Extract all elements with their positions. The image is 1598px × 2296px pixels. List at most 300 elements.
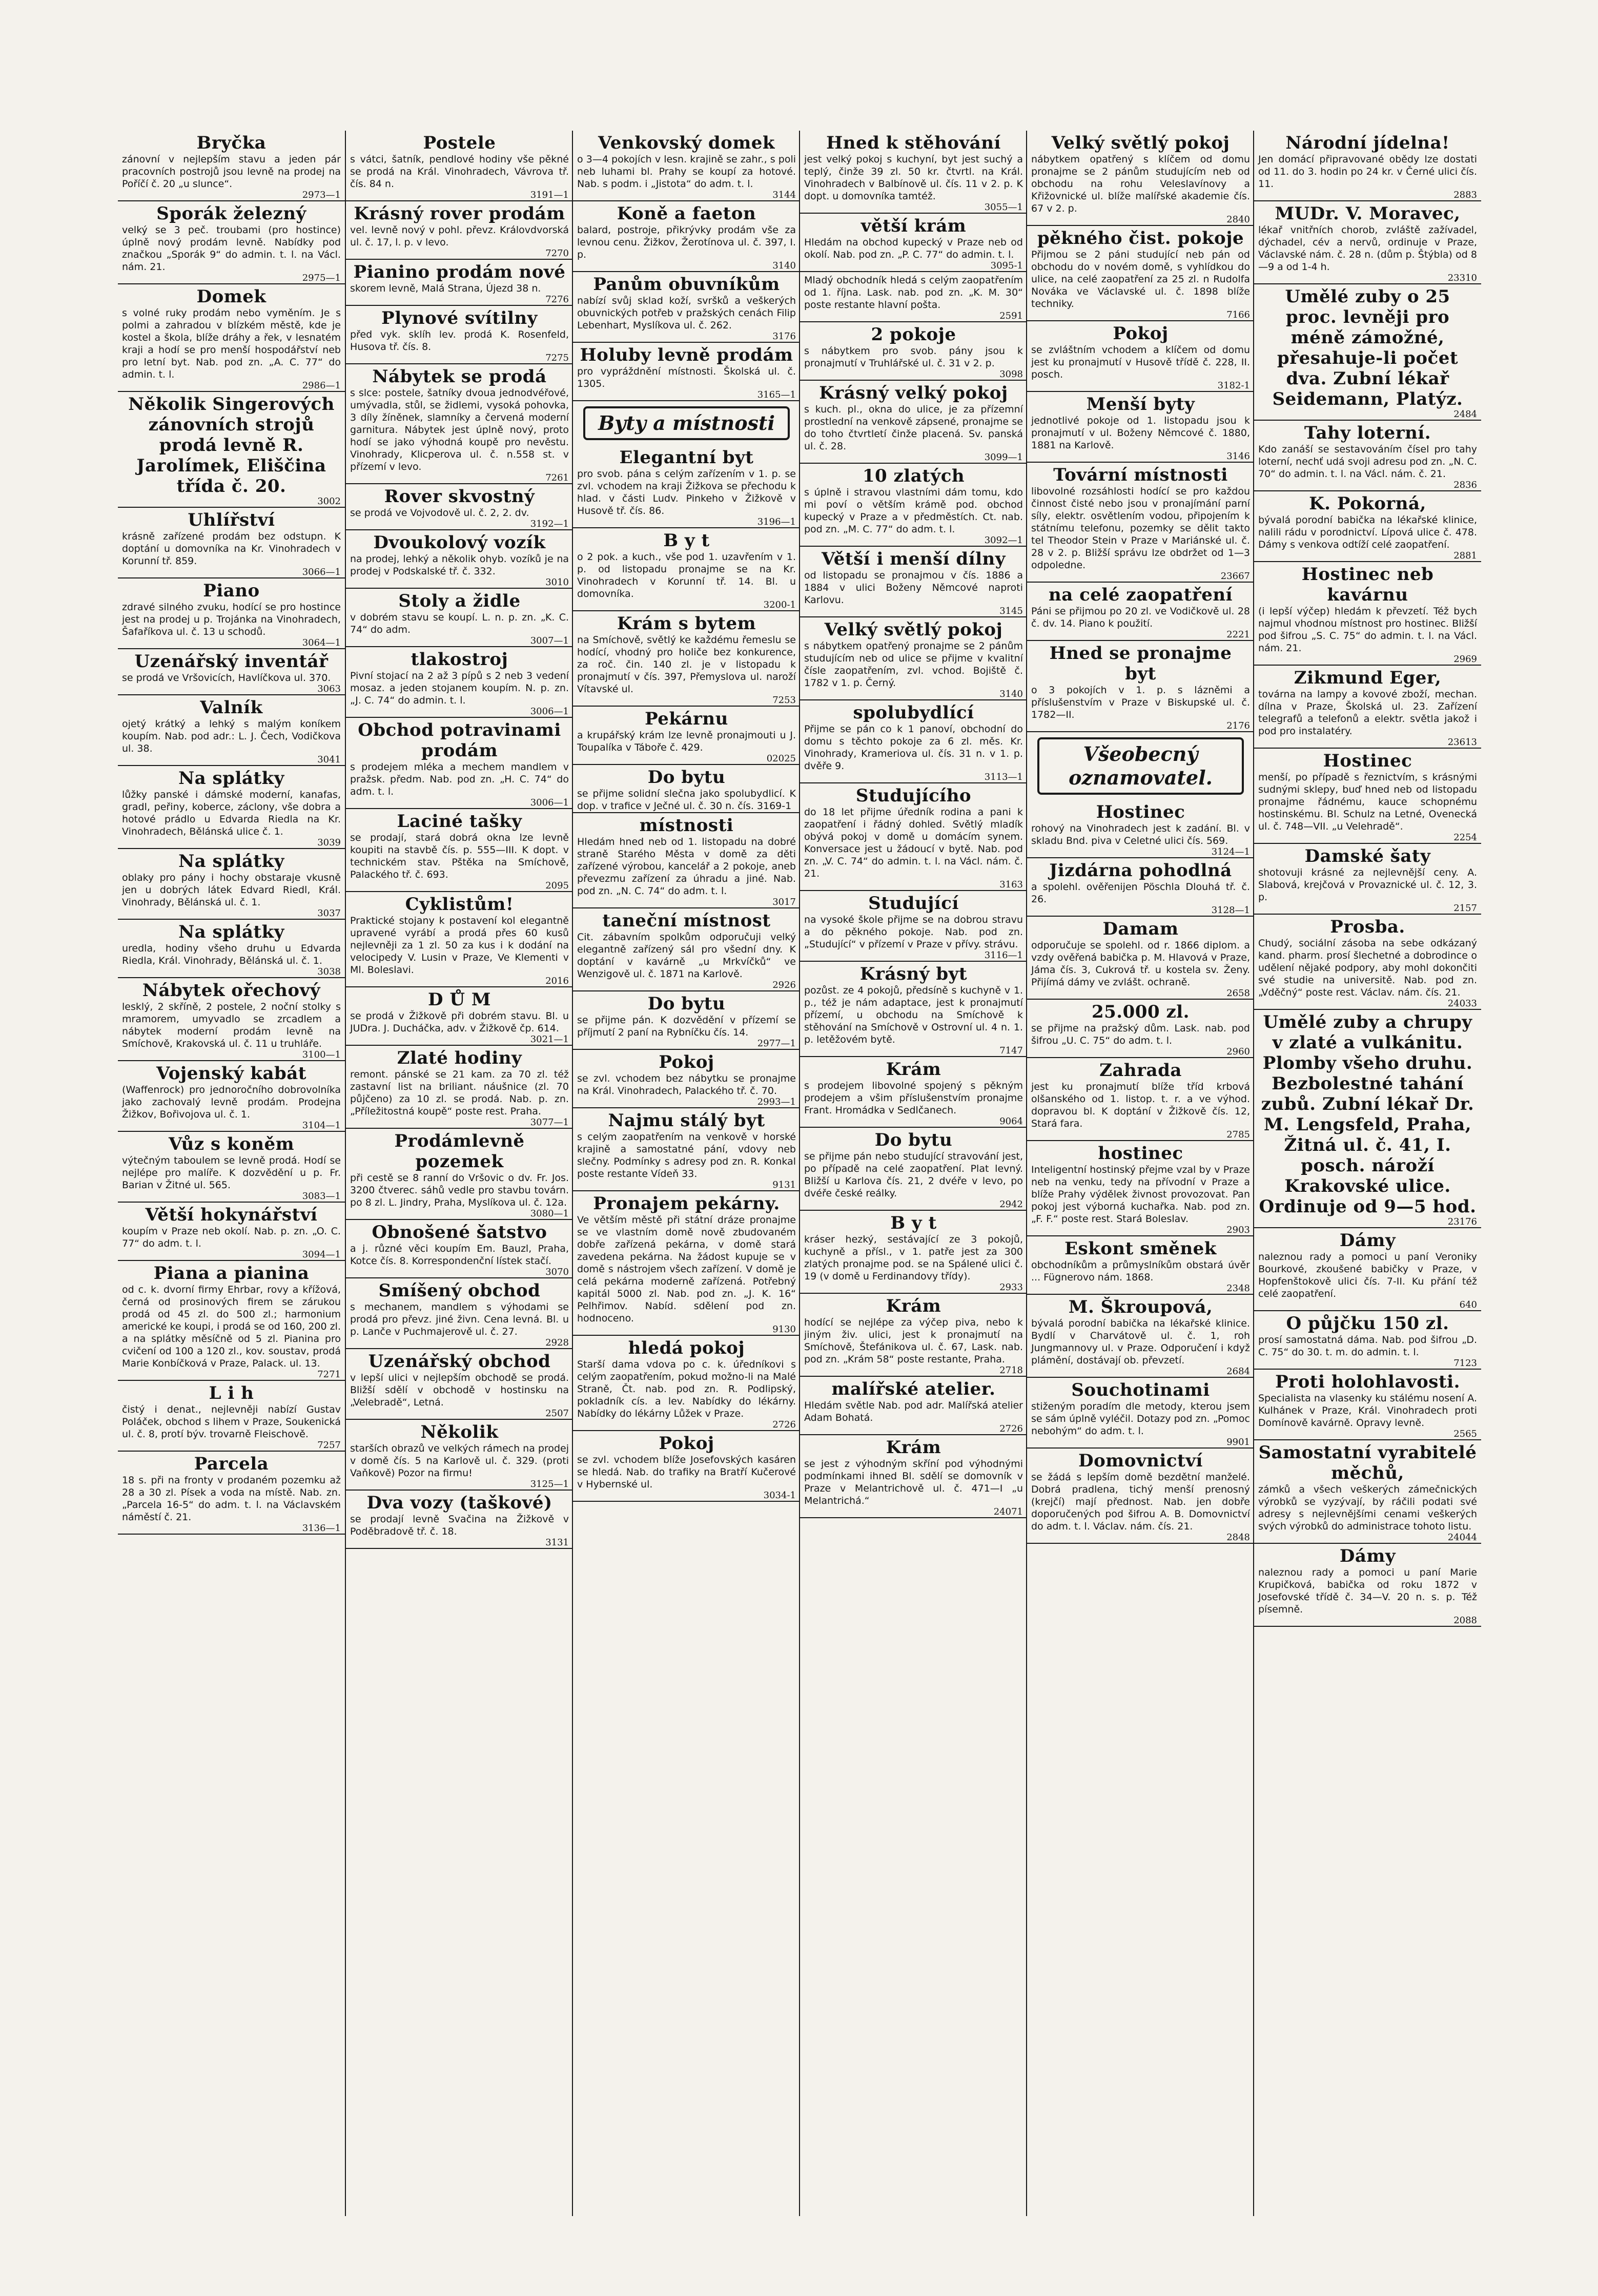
- column-5: [1026, 131, 1254, 2216]
- classified-ad: [1027, 1236, 1254, 1295]
- ad-headline: Obchod potravinami prodám: [358, 720, 561, 761]
- classified-ad: [346, 589, 573, 647]
- ad-headline: Prodámlevně pozemek: [394, 1131, 525, 1172]
- classified-ad: [800, 322, 1027, 381]
- classified-ad: [118, 1261, 345, 1381]
- ad-number: 2157: [1453, 903, 1477, 914]
- classified-ad: [1254, 666, 1481, 749]
- classified-ad: [1027, 1141, 1254, 1236]
- classified-ad: [1254, 131, 1481, 201]
- ad-headline: Zikmund Eger,: [1294, 668, 1442, 688]
- ad-text: balard, postroje, přikrývky prodám vše za levnou cenu. Žižkov, Žerotínova ul. č. 397, I. p.: [577, 224, 796, 260]
- ad-headline: Piana a pianina: [153, 1263, 310, 1284]
- ad-number: 2684: [1226, 1366, 1250, 1377]
- ad-number: 3006—1: [530, 797, 569, 808]
- ad-headline: Obnošené šatstvo: [372, 1222, 547, 1243]
- classified-ad: [118, 1061, 345, 1132]
- ad-number: 3092—1: [984, 535, 1023, 546]
- classified-ad: [800, 1377, 1027, 1435]
- ad-text: odporučuje se spolehl. od r. 1866 diplom. a vzdy ověřená babička p. M. Hlavová v Praze, Jáma čís. 3, Cukrová tř. u kostela sv. Ženy. Přijímá dámy ve zvlášt. ochraně.: [1031, 940, 1250, 988]
- classified-ad: [1254, 562, 1481, 666]
- classified-ad: [118, 508, 345, 578]
- classified-ad: [800, 891, 1027, 962]
- classified-ad: [1027, 392, 1254, 463]
- classified-ad: [1254, 915, 1481, 1010]
- ad-headline: Krám: [886, 1437, 941, 1458]
- ad-number: 7270: [545, 248, 569, 259]
- classified-ad: [1254, 1311, 1481, 1370]
- ad-number: 3098: [999, 369, 1023, 380]
- ad-text: bývalá porodní babička na lékařské klinice. Bydlí v Charvátově ul. č. 1, roh Jungmannovy ul. v Praze. Odporučení i když plámění, dostávají ob. převzetí.: [1031, 1318, 1250, 1366]
- classified-ad: [573, 445, 800, 528]
- ad-headline: spolubydlící: [853, 702, 974, 723]
- ad-headline: Cyklistům!: [405, 894, 514, 915]
- ad-number: 9901: [1226, 1437, 1250, 1447]
- ad-text: Starší dama vdova po c. k. úředníkovi s celým zaopatřením, pokud možno-li na Malé Straně, Čt. nab. pod zn. R. Podlipský, pokladník cís. a lev. Nabídky do lékárny. Nabídky do lékárny Lůžek v Praze.: [577, 1359, 796, 1419]
- classified-ad: [573, 707, 800, 765]
- ad-number: 2928: [545, 1337, 569, 1348]
- ad-headline: 2 pokoje: [871, 324, 956, 345]
- ad-text: Jen domácí připravované obědy lze dostati od 11. do 3. hodin po 24 kr. v Černé ulici čís. 11.: [1258, 154, 1477, 190]
- ad-text: kráser hezký, sestávající ze 3 pokojů, kuchyně a přísl., v 1. patře jest za 300 zlatých pronajme pod. se na Spálené ulici č. 19 (v domě u Ferdinandovy třídy).: [804, 1234, 1023, 1282]
- classified-ad: [800, 272, 1027, 322]
- classified-ad: [346, 892, 573, 987]
- classified-ad: [1027, 131, 1254, 226]
- ad-number: 3064—1: [302, 637, 341, 648]
- ad-text: Páni se přijmou po 20 zl. ve Vodičkově ul. 28 č. dv. 14. Piano k použití.: [1031, 606, 1250, 629]
- ad-text: a j. různé věci koupím Em. Bauzl, Praha, Kotce čís. 8. Korrespondenční lístek stačí.: [350, 1243, 569, 1267]
- ad-headline: Uhlířství: [188, 510, 275, 530]
- ad-headline: Uzenářský inventář: [134, 651, 329, 672]
- classified-ad: [1027, 226, 1254, 321]
- ad-headline: Pokoj: [659, 1433, 714, 1454]
- ad-text: uredla, hodiny všeho druhu u Edvarda Riedla, Král. Vinohrady, Bělánská ul. č. 1.: [122, 943, 341, 966]
- ad-number: 2881: [1453, 550, 1477, 561]
- ad-number: 3007—1: [530, 635, 569, 646]
- ad-headline: Postele: [423, 133, 496, 153]
- classified-ad: [573, 813, 800, 908]
- ad-text: velký se 3 peč. troubami (pro hostince) úplně nový prodám levně. Nabídky pod značkou „Sporák 9“ do admin. t. l. na Václ. nám. 21.: [122, 224, 341, 273]
- ad-text: se přijme solidní slečna jako spolubydlicí. K dop. v trafice v Ječné ul. č. 30 n. čís. 3169-1: [577, 788, 796, 812]
- ad-text: remont. pánské se 21 kam. za 70 zl. též zastavní list na briliant. náušnice (zl. 70 půjčeno) za 10 zl. se prodá. Nab. p. zn. „Příležitostná koupě“ poste rest. Praha.: [350, 1069, 569, 1117]
- classified-ad: [1027, 800, 1254, 858]
- ad-headline: Krásný byt: [859, 964, 968, 984]
- ad-text: se přijme pán. K dozvědění v přízemí se příjmutí 2 paní na Rybníčku čís. 14.: [577, 1015, 796, 1038]
- classified-ad: [118, 1203, 345, 1261]
- ad-text: lékař vnitřních chorob, zvláště zažívadel, dýchadel, cév a nervů, ordinuje v Praze, Václavské nám. č. 28 n. (dům p. Štýbla) od 8—9 a od 1-4 h.: [1258, 224, 1477, 273]
- ad-text: Ve větším městě při státní dráze pronajme se ve vlastním domě nově zbudovaném dobře zařízená pekárna, v domě stará zavedena pekárna. Na žádost kupuje se v domě s nástrojem všech zařízení. V domě je celá pekárna moderně zařízená. Potřebný kapitál 5000 zl. Nab. pod zn. „J. K. 16“ Pelhřimov. Nabíd. sdělení pod zn. hodnoceno.: [577, 1214, 796, 1324]
- ad-headline: Jizdárna pohodlná: [1049, 860, 1232, 881]
- classified-columns: [118, 131, 1481, 2216]
- newspaper-page: [118, 131, 1481, 2216]
- classified-ad: [573, 201, 800, 272]
- ad-number: 2591: [999, 311, 1023, 321]
- classified-ad: [1254, 1440, 1481, 1544]
- ad-headline: Tahy loterní.: [1304, 423, 1431, 443]
- ad-headline: B y t: [890, 1213, 937, 1233]
- ad-text: naleznou rady a pomoci u paní Marie Krupičková, babička od roku 1872 v Josefovské třídě č. 34—V. 20 n. s. p. Též písemně.: [1258, 1567, 1477, 1615]
- ad-headline: Velký světlý pokoj: [1051, 133, 1230, 153]
- ad-text: pro svob. pána s celým zařízením v 1. p. se zvl. vchodem na kraji Žižkova se přechodu k hlad. v části Ludv. Pinkeho v Žižkově v Husově tř. čís. 86.: [577, 468, 796, 516]
- ad-text: do 18 let přijme úředník rodina a pani k zaopatření i řádný dohled. Světlý mladík obývá pokoj v domě u domácím synem. Konversace jest u žádoucí v bytě. Nab. pod zn. „V. C. 74“ do admin. t. l. na Václ. nám. č. 21.: [804, 806, 1023, 879]
- classified-ad: [1254, 1228, 1481, 1311]
- classified-ad: [118, 1132, 345, 1203]
- ad-headline: Souchotinami: [1071, 1380, 1210, 1400]
- ad-number: 3070: [545, 1267, 569, 1277]
- classified-ad: [573, 131, 800, 201]
- ad-number: 3128—1: [1211, 905, 1250, 916]
- ad-headline: Pianino prodám nové: [353, 262, 566, 282]
- ad-headline: 25.000 zl.: [1091, 1002, 1190, 1022]
- ad-headline: Piano: [203, 581, 260, 601]
- classified-ad: [118, 695, 345, 766]
- classified-ad: [573, 1050, 800, 1108]
- ad-text: a krupářský krám lze levně pronajmouti u J. Toupalíka v Táboře č. 429.: [577, 730, 796, 753]
- ad-number: 2848: [1226, 1532, 1250, 1543]
- classified-ad: [1027, 1295, 1254, 1378]
- ad-text: pozůst. ze 4 pokojů, předsíně s kuchyně v 1. p., též je nám adaptace, jest k pronajmutí přízemí, u obchodu na Smíchově k stěhování na Smíchově v Ostrovní ul. 4 n. 1. p. letěžovém bytě.: [804, 985, 1023, 1045]
- ad-text: rohový na Vinohradech jest k zadání. Bl. v skladu Bnd. piva v Celetné ulici čís. 569.: [1031, 823, 1250, 846]
- ad-text: s kuch. pl., okna do ulice, je za přízemní prostlední na venkově zápsené, pronajme se do toho čtvrtletí činže placená. Sv. panská ul. č. 28.: [804, 404, 1023, 452]
- ad-text: jest velký pokoj s kuchyní, byt jest suchý a teplý, činže 39 zl. 50 kr. čtvrtl. na Král. Vinohradech v Balbínově ul. čís. 11 v 2. p. K dopt. u domovníka tamtéž.: [804, 154, 1023, 202]
- ad-text: před vyk. sklíh lev. prodá K. Rosenfeld, Husova tř. čís. 8.: [350, 329, 569, 353]
- ad-headline: Hostinec: [1096, 802, 1185, 822]
- ad-text: při cestě se 8 ranní do Vršovic o dv. Fr. Jos. 3200 čtverec. sáhů vedle pro stavbu továrn. po 8 zl. L. Jindry, Praha, Myslíkova ul. č. 12a.: [350, 1172, 569, 1208]
- ad-text: 18 s. při na fronty v prodaném pozemku až 28 a 30 zl. Písek a voda na místě. Nab. zn. „Parcela 16-5“ do adm. t. l. na Václavském náměstí č. 21.: [122, 1475, 341, 1523]
- classified-ad: [800, 131, 1027, 214]
- ad-number: 2658: [1226, 988, 1250, 999]
- ad-text: skorem levně, Malá Strana, Újezd 38 n.: [350, 283, 541, 294]
- classified-ad: [1254, 201, 1481, 284]
- classified-ad: [118, 766, 345, 849]
- classified-ad: [800, 214, 1027, 272]
- ad-text: továrna na lampy a kovové zboží, mechan. dílna v Praze, Školská ul. 23. Zařízení telegrafů a telefonů a elektr. světla jakož i pod pro instalatéry.: [1258, 689, 1477, 737]
- ad-text: menší, po případě s řeznictvím, s krásnými sudnými sklepy, buď hned neb od listopadu pronajme řádnému, kauce schopnému hostinskému. Bl. Schulz na Letné, Ovenecká ul. č. 748—VII. „u Velehradě“.: [1258, 772, 1477, 832]
- classified-ad: [118, 201, 345, 284]
- classified-ad: [346, 484, 573, 530]
- ad-text: v lepší ulici v nejlepším obchodě se prodá. Bližší sdělí v obchodě v hostinsku na „Velebradě“, Letná.: [350, 1372, 569, 1408]
- classified-ad: [346, 260, 573, 306]
- ad-headline: Holuby levně prodám: [580, 345, 793, 365]
- ad-number: 3200-1: [763, 599, 796, 610]
- ad-headline: Domek: [196, 286, 267, 307]
- ad-headline: Krám s bytem: [617, 613, 756, 634]
- classified-ad: [800, 1211, 1027, 1294]
- ad-headline: malířské atelier.: [831, 1379, 996, 1399]
- ad-headline: místnosti: [639, 815, 734, 836]
- classified-ad: [1027, 641, 1254, 732]
- ad-text: Pivní stojací na 2 až 3 pípů s 2 neb 3 vedení mosaz. a jeden stojanem koupím. N. p. zn. „J. C. 74“ do admin. t. l.: [350, 670, 569, 706]
- ad-number: 3021—1: [530, 1034, 569, 1045]
- ad-number: 24071: [993, 1506, 1023, 1517]
- ad-text: na Smíchově, světlý ke každému řemeslu se hodící, vhodný pro holiče bez konkurence, za roč. čin. 140 zl. je v listopadu k pronajmutí v čís. 397, Přemyslova ul. naroží Vítavské ul.: [577, 634, 796, 695]
- classified-ad: [346, 1349, 573, 1420]
- ad-text: se prodají, stará dobrá okna lze levně koupiti na stavbě čís. p. 555—III. K dopt. v technickém stav. Pštěka na Smíchově, Palackého tř. č. 693.: [350, 832, 569, 880]
- classified-ad: [573, 908, 800, 991]
- classified-ad: [346, 987, 573, 1046]
- ad-headline: Panům obuvníkům: [593, 274, 780, 295]
- classified-ad: [1027, 1449, 1254, 1544]
- classified-ad: [346, 1220, 573, 1278]
- ad-headline: 10 zlatých: [862, 466, 965, 486]
- ad-headline: Zahrada: [1099, 1060, 1182, 1081]
- classified-ad: [800, 464, 1027, 547]
- classified-ad: [346, 1046, 573, 1129]
- ad-text: se zvl. vchodem blíže Josefovských kasáren se hledá. Nab. do trafiky na Bratří Kučerové v Hybernské ul.: [577, 1454, 796, 1490]
- ad-number: 9131: [772, 1180, 796, 1190]
- ad-number: 3017: [772, 897, 796, 907]
- ad-text: se zvl. vchodem bez nábytku se pronajme na Král. Vinohradech, Palackého tř. č. 70.: [577, 1073, 796, 1097]
- classified-ad: [1254, 284, 1481, 421]
- ad-headline: Laciné tašky: [397, 811, 522, 832]
- ad-text: s vátci, šatník, pendlové hodiny vše pěkné se prodá na Král. Vinohradech, Vávrova tř. čís. 84 n.: [350, 154, 569, 190]
- ad-text: oblaky pro pány i hochy obstaraje vkusně jen u dobrých látek Edvard Riedl, Král. Vinohrady, Bělánská ul. č. 1.: [122, 872, 341, 908]
- ad-text: s slce: postele, šatníky dvoua jednodvéřové, umývadla, stůl, se židlemi, vysoká pohovka, 3 díly žíněnek, slamníky a červená moderní garnitura. Nábytek jest úplně nový, proto hodí se jako výhodná koupě pro nevěstu. Vinohrady, Klicperova ul. č. n.558 st. v přízemí v levo.: [350, 387, 569, 472]
- ad-number: 2718: [999, 1365, 1023, 1376]
- ad-text: nabízí svůj sklad koží, svršků a veškerých obuvnických potřeb v pražských cenách Filip Lebenhart, Myslíkova ul. č. 262.: [577, 295, 796, 331]
- ad-text: Inteligentní hostinský přejme vzal by v Praze neb na venku, tedy na přívodní v Praze a blíže Prahy výdělek živnost provozovat. Pan pokoj jest výborná kuchařka. Nab. pod zn. „F. F.“ poste rest. Stará Boleslav.: [1031, 1164, 1250, 1225]
- ad-headline: Dámy: [1339, 1230, 1396, 1251]
- ad-text: Mladý obchodník hledá s celým zaopatřením od 1. října. Lask. nab. pod zn. „K. M. 30“ poste restante hlavní pošta.: [804, 275, 1023, 311]
- ad-headline: Dva vozy (taškové): [366, 1493, 552, 1513]
- ad-headline: Studujícího: [855, 785, 972, 806]
- ad-headline: Do bytu: [874, 1130, 953, 1150]
- ad-number: 3039: [317, 837, 341, 848]
- ad-headline: Národní jídelna!: [1285, 133, 1450, 153]
- ad-text: jednotlivé pokoje od 1. listopadu jsou k pronajmutí v ul. Boženy Němcové č. 1880, 1881 na Karlově.: [1031, 415, 1250, 451]
- ad-number: 640: [1459, 1299, 1477, 1310]
- classified-ad: [573, 1431, 800, 1502]
- ad-number: 2726: [772, 1419, 796, 1430]
- classified-ad: [346, 306, 573, 364]
- ad-number: 2903: [1226, 1225, 1250, 1235]
- ad-headline: větší krám: [861, 216, 967, 236]
- ad-text: pro vypráždnění místnosti. Školská ul. č. 1305.: [577, 366, 796, 389]
- ad-number: 2095: [545, 880, 569, 891]
- ad-number: 3100—1: [302, 1049, 341, 1060]
- ad-headline: Bryčka: [196, 133, 267, 153]
- ad-headline: Krásný velký pokoj: [819, 383, 1008, 403]
- ad-headline: Vůz s koněm: [168, 1134, 295, 1154]
- ad-number: 2254: [1453, 832, 1477, 843]
- ad-number: 3077—1: [530, 1117, 569, 1128]
- ad-number: 2836: [1453, 480, 1477, 490]
- ad-text: (i lepší výčep) hledám k převzetí. Též bych najmul vhodnou místnost pro hostinec. Bližší pod šifrou „S. C. 75“ do admin. t. l. na Václ. nám. 21.: [1258, 606, 1477, 654]
- classified-ad: [118, 131, 345, 201]
- ad-headline: Nábytek ořechový: [142, 980, 321, 1001]
- ad-text: Hledám hned neb od 1. listopadu na dobré straně Starého Města v domě za děti zařízené výrobou, kancelář a 2 pokoje, aneb převezmu zařízení za úhradu a jiné. Nab. pod zn. „N. C. 74“ do adm. t. l.: [577, 836, 796, 897]
- ad-headline: Hostinec neb kavárnu: [1301, 564, 1434, 605]
- classified-ad: [1027, 321, 1254, 392]
- classified-ad: [346, 364, 573, 484]
- ad-headline: Koně a faeton: [617, 203, 756, 224]
- classified-ad: [118, 978, 345, 1061]
- classified-ad: [118, 920, 345, 978]
- classified-ad: [346, 201, 573, 260]
- ad-text: ojetý krátký a lehký s malým koníkem koupím. Nab. pod adr.: L. J. Čech, Vodičkova ul. 38.: [122, 718, 341, 754]
- ad-headline: Sporák železný: [156, 203, 306, 224]
- ad-number: 3094—1: [302, 1249, 341, 1260]
- ad-headline: Eskont směnek: [1064, 1238, 1217, 1259]
- ad-headline: Zlaté hodiny: [397, 1048, 522, 1068]
- ad-text: lůžky panské i dámské moderní, kanafas, gradl, peřiny, koberce, záclony, vše dobra a hotové prádlo u Edvarda Riedla na Kr. Vinohradech, Bělánská ulice č. 1.: [122, 789, 341, 837]
- classified-ad: [118, 849, 345, 920]
- classified-ad: [800, 700, 1027, 783]
- ad-number: 2484: [1453, 409, 1477, 420]
- ad-number: 2726: [999, 1423, 1023, 1434]
- ad-text: se žádá s lepším domě bezdětní manželé. Dobrá pradlena, tichý menší prenosný (krejčí) mají přednost. Nab. jen dobře doporučených pod šifrou A. B. Domovnictví do adm. t. l. Václav. nám. čís. 21.: [1031, 1472, 1250, 1532]
- ad-number: 2926: [772, 980, 796, 990]
- ad-text: hodící se nejlépe za výčep piva, nebo k jiným živ. ulici, jest k pronajmutí na Smíchově, Štefánikova ul. č. 67, Lask. nab. pod zn. „Krám 58“ poste restante, Praha.: [804, 1317, 1023, 1365]
- ad-number: 3192—1: [530, 519, 569, 529]
- ad-headline: hostinec: [1098, 1143, 1183, 1164]
- ad-number: 2565: [1453, 1429, 1477, 1439]
- ad-headline: Pokoj: [659, 1052, 714, 1072]
- ad-number: 7271: [317, 1369, 341, 1380]
- ad-text: vel. levně nový v pohl. převz. Královdvorská ul. č. 17, l. p. v levo.: [350, 224, 569, 248]
- ad-number: 3176: [772, 331, 796, 342]
- ad-text: o 3 pokojích v 1. p. s lázněmi a příslušenstvím v Praze v Biskupské ul. č. 1782—II.: [1031, 685, 1250, 720]
- ad-text: se prodá ve Vršovicích, Havlíčkova ul. 370.: [122, 672, 331, 684]
- ad-number: 3136—1: [302, 1523, 341, 1534]
- ad-number: 24033: [1447, 998, 1477, 1009]
- ad-text: se přijme na pražský dům. Lask. nab. pod šifrou „U. C. 75“ do adm. t. l.: [1031, 1023, 1250, 1046]
- classified-ad: [1254, 749, 1481, 844]
- ad-number: 3095-1: [990, 260, 1023, 271]
- classified-ad: [573, 343, 800, 401]
- ad-headline: Hned se pronajme byt: [1049, 643, 1232, 684]
- ad-headline: Dvoukolový vozík: [373, 532, 546, 553]
- ad-headline: Plynové svítilny: [381, 308, 538, 328]
- classified-ad: [118, 578, 345, 649]
- ad-headline: Pekárnu: [645, 709, 728, 729]
- ad-number: 3196—1: [757, 516, 796, 527]
- classified-ad: [346, 718, 573, 809]
- ad-headline: Prosba.: [1330, 917, 1405, 937]
- ad-text: (Waffenrock) pro jednoročního dobrovolníka jako zachovalý levně prodám. Prodejna Žižkov, Bořivojova ul. č. 1.: [122, 1084, 341, 1120]
- ad-text: krásně zařízené prodám bez odstupn. K doptání u domovníka na Kr. Vinohradech v Korunní tř. 859.: [122, 531, 341, 567]
- ad-text: s úplně i stravou vlastními dám tomu, kdo mi poví o větším krámě pod. obchod kupecký v Praze a v předměstích. Ct. nab. pod zn. „M. C. 77“ do adm. t. l.: [804, 487, 1023, 535]
- ad-headline: taneční místnost: [602, 911, 771, 931]
- classified-ad: [1027, 1378, 1254, 1449]
- ad-headline: Venkovský domek: [598, 133, 775, 153]
- ad-text: s mechanem, mandlem s výhodami se prodá pro převz. jiné živn. Cena levná. Bl. u p. Lanče v Puchmajerově ul. č. 27.: [350, 1301, 569, 1337]
- ad-text: stiženým poradím dle metody, kterou jsem se sám úplně vyléčil. Dotazy pod zn. „Pomoc nebohým“ do adm. t. l.: [1031, 1401, 1250, 1437]
- classified-ad: [346, 647, 573, 718]
- ad-text: zánovní v nejlepším stavu a jeden pár pracovních postrojů jsou levně na prodej na Poříčí č. 20 „u slunce“.: [122, 154, 341, 190]
- ad-text: libovolné rozsáhlosti hodící se pro každou činnost čisté nebo jsou v pronajímání parní síly, elektr. osvětlením vodou, připojením k státnímu telefonu, pozemky se dělit takto tel Theodor Stein v Praze v Mariánské ul. č. 28 v 2. p. Bližší správu lze obdržet od 1—3 odpoledne.: [1031, 486, 1250, 571]
- ad-number: 2840: [1226, 214, 1250, 225]
- ad-number: 7123: [1453, 1358, 1477, 1369]
- ad-text: výtečným taboulem se levně prodá. Hodí se nejlépe pro malíře. K dozvědění u p. Fr. Barian v Žitné ul. 565.: [122, 1155, 341, 1191]
- ad-headline: Na splátky: [178, 768, 284, 789]
- classified-ad: [800, 381, 1027, 464]
- ad-number: 3083—1: [302, 1191, 341, 1202]
- ad-number: 3041: [317, 754, 341, 765]
- classified-ad: [1254, 844, 1481, 915]
- ad-text: se zvláštním vchodem a klíčem od domu jest ku pronajmutí v Husově třídě č. 228, II. posch.: [1031, 344, 1250, 380]
- ad-number: 3002: [317, 496, 341, 507]
- ad-headline: Umělé zuby a chrupy v zlaté a vulkánitu. Plomby všeho druhu. Bezbolestné tahání zubů. Zubní lékař Dr. M. Lengsfeld, Praha, Žitná ul. č. 41, I. posch. nároží Krakovské ulice. Ordinuje od 9—5 hod.: [1259, 1012, 1477, 1217]
- ad-text: o 2 pok. a kuch., vše pod 1. uzavřením v 1. p. od listopadu pronajme se na Kr. Vinohradech v Korunní tř. 14. Bl. u domovníka.: [577, 551, 796, 599]
- ad-headline: Valník: [200, 697, 263, 718]
- ad-number: 3140: [772, 260, 796, 271]
- ad-text: s prodejem libovolné spojený s pěkným prodejem a všim příslušenstvím pronajme Frant. Hromádka v Sedlčanech.: [804, 1080, 1023, 1116]
- ad-text: s prodejem mléka a mechem mandlem v pražsk. předm. Nab. pod zn. „H. C. 74“ do adm. t. l.: [350, 761, 569, 797]
- ad-number: 2975—1: [302, 273, 341, 283]
- ad-number: 24044: [1447, 1532, 1477, 1543]
- ad-headline: O půjčku 150 zl.: [1286, 1313, 1449, 1334]
- ad-number: 7261: [545, 472, 569, 483]
- ad-number: 3125—1: [530, 1479, 569, 1490]
- ad-number: 2986—1: [302, 380, 341, 391]
- ad-number: 3006—1: [530, 706, 569, 717]
- classified-ad: [800, 1294, 1027, 1377]
- classified-ad: [346, 1129, 573, 1220]
- ad-headline: Do bytu: [647, 994, 726, 1014]
- classified-ad: [346, 809, 573, 892]
- ad-headline: Na splátky: [178, 922, 284, 942]
- ad-headline: Vojenský kabát: [156, 1063, 306, 1084]
- classified-ad: [573, 765, 800, 813]
- ad-headline: Damské šaty: [1304, 846, 1431, 866]
- ad-text: od listopadu se pronajmou v čís. 1886 a 1884 v ulici Boženy Němcové naproti Karlovu.: [804, 570, 1023, 606]
- ad-headline: Hned k stěhování: [826, 133, 1001, 153]
- ad-text: Hledám světle Nab. pod adr. Malířská atelier Adam Bohatá.: [804, 1400, 1023, 1423]
- ad-number: 3124—1: [1211, 846, 1250, 857]
- ad-text: s nábytkem opatřený pronajme se 2 pánům studujícím neb od ulice se přijme v kvalitní čísle zaopatřením, zvl. vchod. Bojiště č. 1782 v 1. p. Černý.: [804, 640, 1023, 689]
- ad-number: 3182-1: [1217, 380, 1250, 391]
- ad-number: 3038: [317, 966, 341, 977]
- ad-headline: Hostinec: [1323, 751, 1412, 771]
- ad-text: s volné ruky prodám nebo vyměním. Je s polmi a zahradou v blízkém městě, kde je kostel a škola, blíže dráhy a řek, v lesnatém kraji a hodí se pro menší hospodářství neb pro letní byt. Nab. pod zn. „A. C. 77“ do admin. t. l.: [122, 307, 341, 380]
- column-2: [345, 131, 573, 2216]
- classified-ad: [1254, 1370, 1481, 1440]
- classified-ad: [573, 1336, 800, 1431]
- ad-text: starších obrazů ve velkých rámech na prodej v domě čís. 5 na Karlově ul. č. 329. (proti Vaňkově) Pozor na firmu!: [350, 1443, 569, 1479]
- ad-number: 7166: [1226, 309, 1250, 320]
- ad-number: 2088: [1453, 1615, 1477, 1626]
- ad-number: 9130: [772, 1324, 796, 1335]
- ad-text: v dobrém stavu se koupí. L. n. p. zn. „K. C. 74“ do adm.: [350, 612, 569, 635]
- ad-number: 2507: [545, 1408, 569, 1419]
- ad-headline: Pronajem pekárny.: [593, 1193, 780, 1214]
- ad-text: a spolehl. ověřenijen Pöschla Dlouhá tř. č. 26.: [1031, 881, 1250, 905]
- ad-number: 9064: [999, 1116, 1023, 1127]
- ad-number: 3055—1: [984, 202, 1023, 213]
- ad-headline: pěkného čist. pokoje: [1037, 228, 1244, 249]
- ad-text: o 3—4 pokojích v lesn. krajině se zahr., s poli neb luhami bl. Prahy se koupí za hotové. Nab. s podm. i „Jistota“ do adm. t. l.: [577, 154, 796, 190]
- ad-text: Hledám na obchod kupecký v Praze neb od okolí. Nab. pod zn. „P. C. 77“ do admin. t. l.: [804, 237, 1023, 260]
- column-3: [572, 131, 800, 2216]
- classified-ad: [118, 284, 345, 392]
- ad-number: 2973—1: [302, 190, 341, 200]
- ad-number: 23310: [1447, 273, 1477, 283]
- ad-number: 3163: [999, 879, 1023, 890]
- ad-text: se přijme pán nebo studující stravování jest, po případě na celé zaopatření. Plat levný. Bližší u Karlova čís. 21, 2 dvéře v levo, po dvéře české reálky.: [804, 1151, 1023, 1199]
- ad-number: 2348: [1226, 1283, 1250, 1294]
- ad-number: 3080—1: [530, 1208, 569, 1219]
- ad-number: 2960: [1226, 1046, 1250, 1057]
- ad-text: se jest z výhodným skříní pod výhodnými podmínkami ihned Bl. sdělí se domovník v Praze v Melantrichově ul. č. 471—I „u Melantrichá.“: [804, 1458, 1023, 1506]
- ad-headline: Pokoj: [1113, 323, 1169, 344]
- ad-headline: Umělé zuby o 25 proc. levněji pro méně zámožné, přesahuje-li počet dva. Zubní lékař Seidemann, Platýz.: [1272, 286, 1463, 409]
- classified-ad: [573, 991, 800, 1050]
- ad-number: 3037: [317, 908, 341, 919]
- ad-number: 2933: [999, 1282, 1023, 1293]
- ad-number: 3140: [999, 689, 1023, 699]
- classified-ad: [800, 1128, 1027, 1211]
